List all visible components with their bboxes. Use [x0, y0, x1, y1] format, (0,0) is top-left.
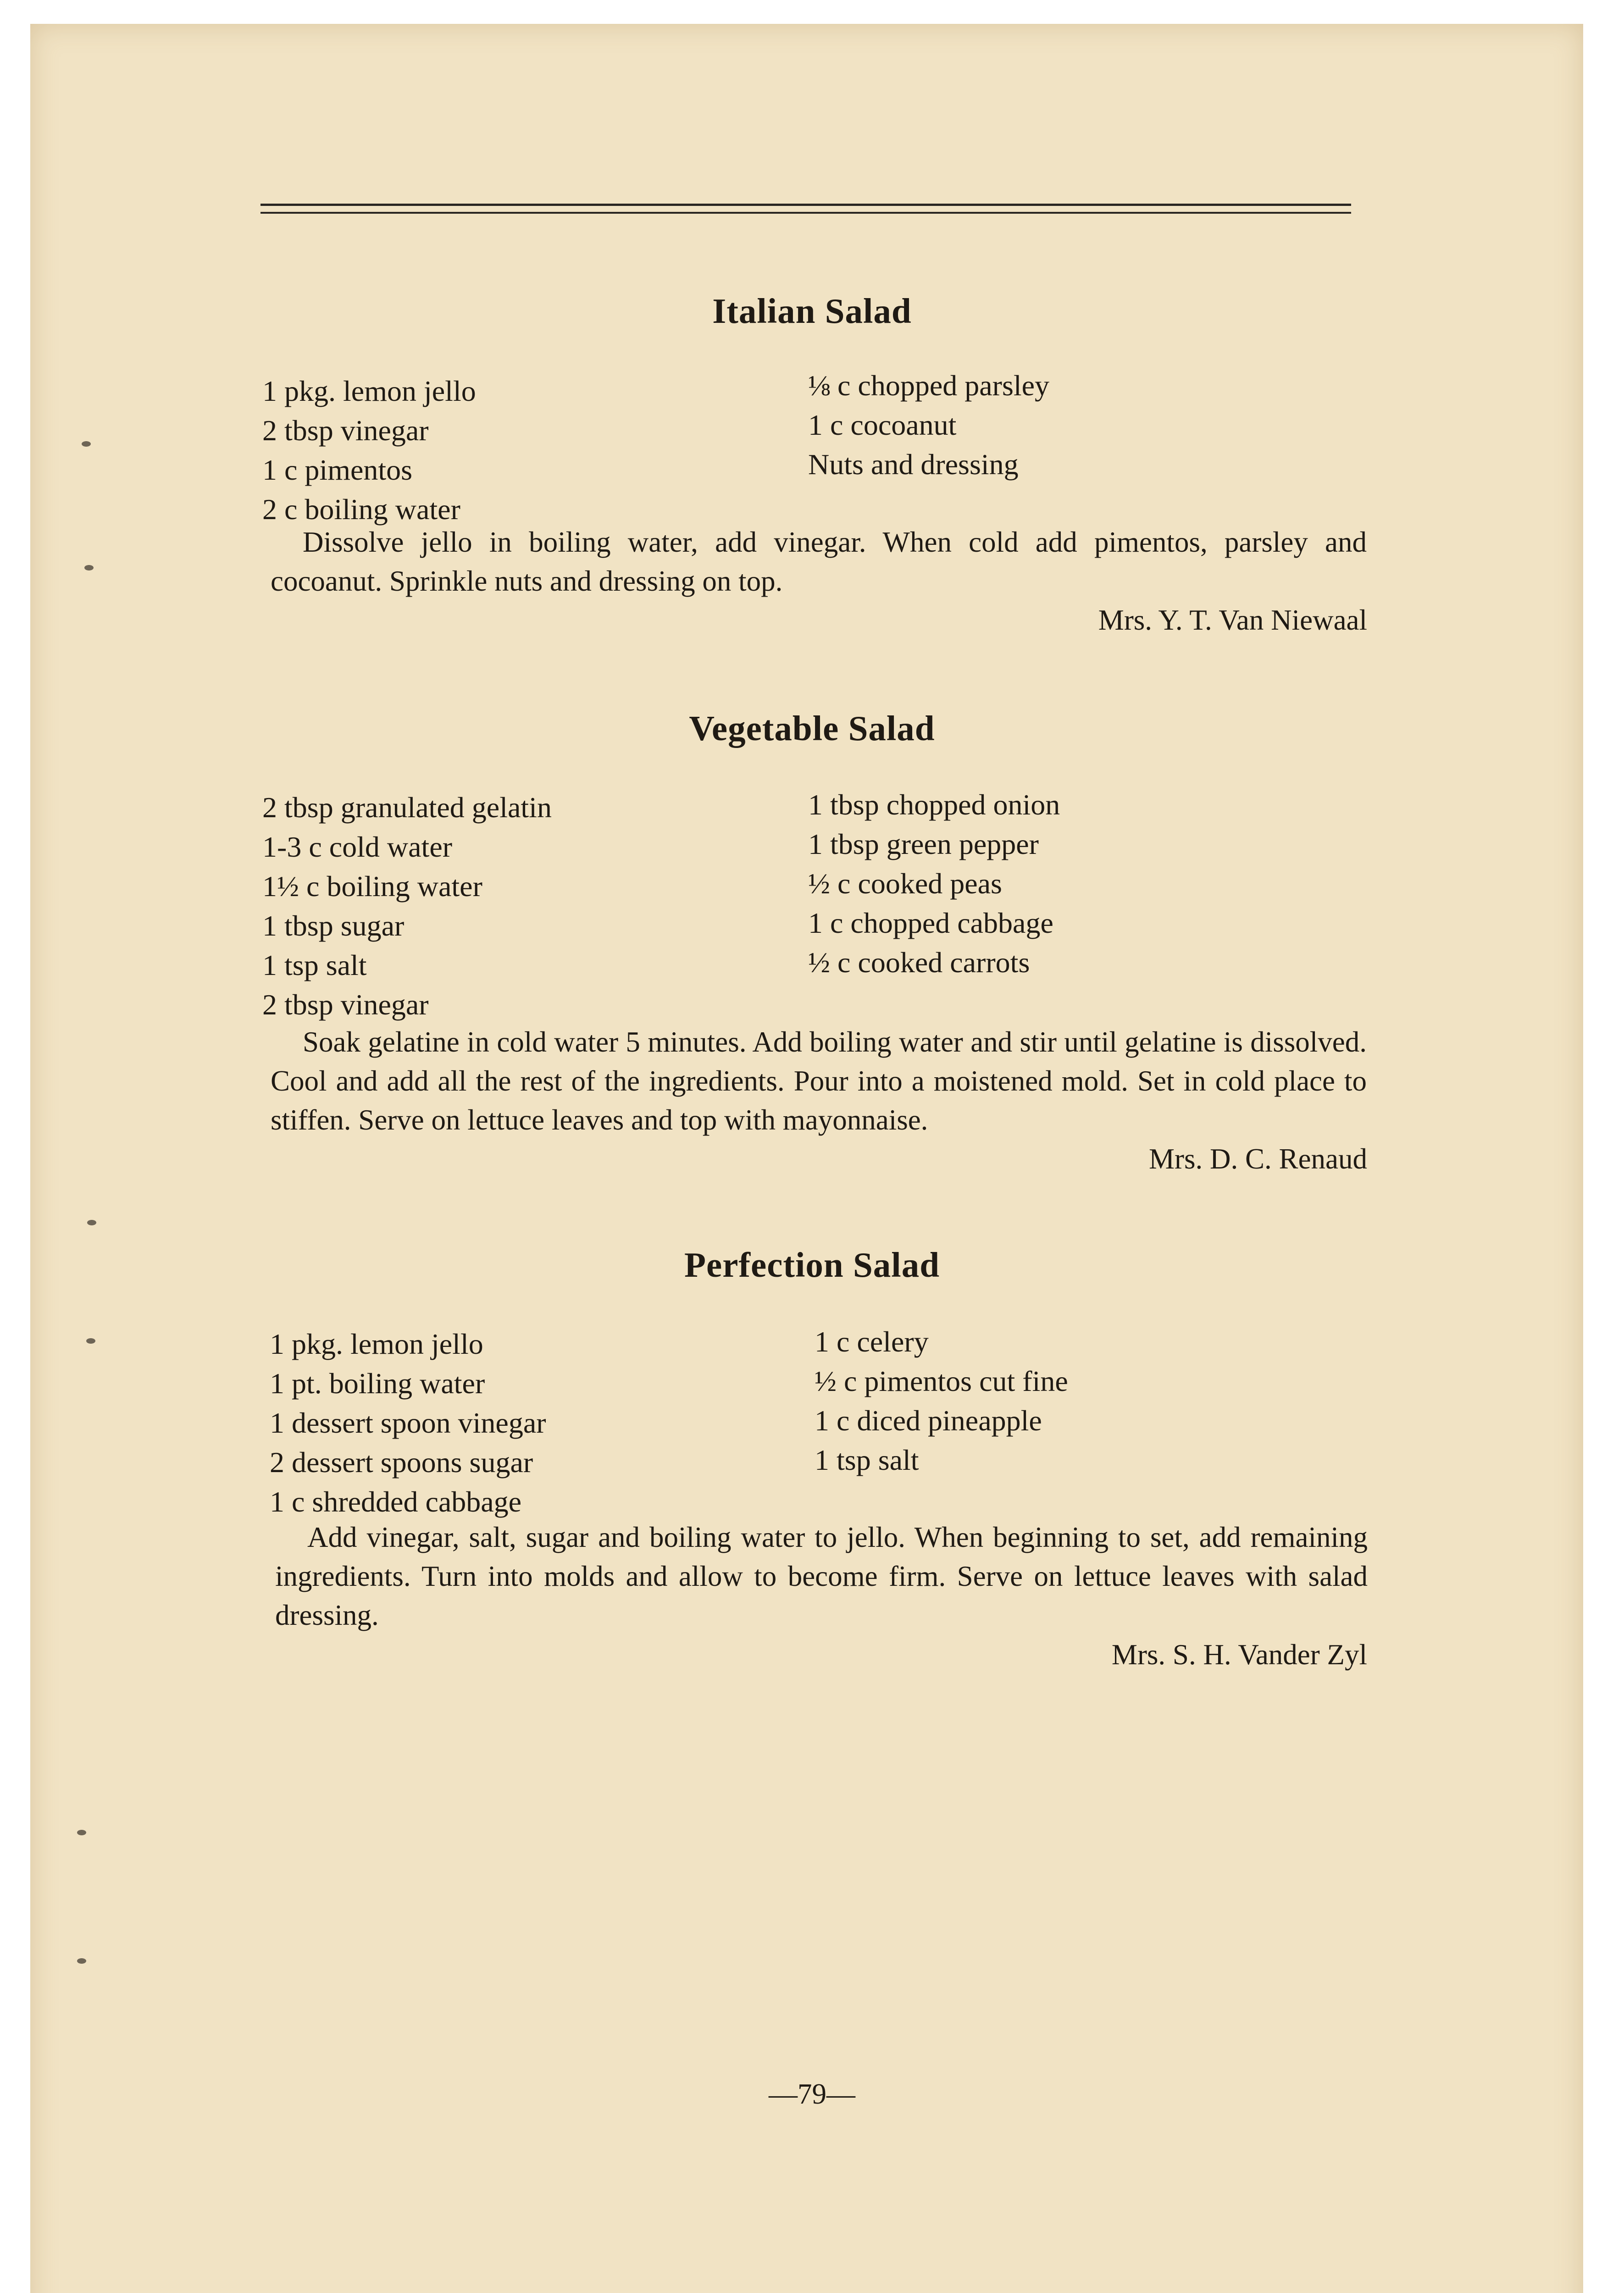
ingredient: 1 pkg. lemon jello	[270, 1328, 483, 1360]
recipe-title: Vegetable Salad	[689, 709, 935, 748]
ingredient-list-right	[815, 1322, 1068, 1480]
ingredient: 1-3 c cold water	[262, 831, 453, 863]
page-number: —79—	[769, 2078, 855, 2110]
recipe-author: Mrs. Y. T. Van Niewaal	[1098, 604, 1367, 636]
ingredient: 1 tbsp chopped onion	[808, 788, 1060, 821]
ingredient: 1½ c boiling water	[262, 870, 482, 903]
ingredient: 1 dessert spoon vinegar	[270, 1407, 546, 1439]
ingredient: 2 tbsp vinegar	[262, 988, 429, 1021]
recipe-directions: Soak gelatine in cold water 5 minutes. Add boiling water and stir until gelatine is dissolved. Cool and add all the rest of the ingredients. Pour into a moistened mold. Set in cold place to stiffen. Serve on lettuce leaves and top with mayonnaise.	[271, 1026, 1367, 1136]
recipe-author: Mrs. D. C. Renaud	[1149, 1143, 1367, 1175]
recipe-title: Perfection Salad	[684, 1245, 940, 1285]
ingredient: ½ c cooked peas	[808, 867, 1002, 900]
ingredient: 1 c cocoanut	[808, 409, 957, 441]
binding-hole	[84, 565, 94, 570]
recipe-author: Mrs. S. H. Vander Zyl	[1111, 1639, 1367, 1671]
recipe-directions: Dissolve jello in boiling water, add vinegar. When cold add pimentos, parsley and cocoanut. Sprinkle nuts and dressing on top.	[271, 526, 1367, 597]
recipe-directions: Add vinegar, salt, sugar and boiling water to jello. When beginning to set, add remaining ingredients. Turn into molds and allow to become firm. Serve on lettuce leaves with salad dressing.	[275, 1521, 1368, 1631]
binding-hole	[82, 441, 91, 447]
ingredient: 1 tsp salt	[815, 1444, 919, 1476]
ingredient: 2 tbsp vinegar	[262, 414, 429, 447]
binding-hole	[86, 1338, 95, 1344]
ingredient: 1 tsp salt	[262, 949, 367, 981]
ingredient: 1 tbsp sugar	[262, 909, 405, 942]
header-rule	[261, 204, 1351, 220]
ingredient: 1 tbsp green pepper	[808, 828, 1039, 860]
ingredient: Nuts and dressing	[808, 448, 1019, 481]
ingredient-list-right	[808, 366, 1049, 484]
ingredient: 1 c chopped cabbage	[808, 907, 1053, 939]
ingredient-list-left	[270, 1324, 546, 1522]
ingredient: 2 dessert spoons sugar	[270, 1446, 533, 1479]
binding-hole	[87, 1220, 96, 1225]
binding-hole	[77, 1830, 86, 1835]
ingredient-list-right	[808, 785, 1060, 982]
ingredient-list-left	[262, 788, 552, 1025]
ingredient: ½ c cooked carrots	[808, 946, 1030, 979]
ingredient: 1 c shredded cabbage	[270, 1485, 522, 1518]
ingredient: 1 c diced pineapple	[815, 1404, 1042, 1437]
ingredient: 1 pkg. lemon jello	[262, 375, 476, 407]
ingredient: 1 c pimentos	[262, 454, 413, 486]
binding-hole	[77, 1958, 86, 1964]
ingredient: 2 c boiling water	[262, 493, 460, 526]
ingredient: ½ c pimentos cut fine	[815, 1365, 1068, 1397]
ingredient: 2 tbsp granulated gelatin	[262, 791, 552, 824]
ingredient-list-left	[262, 371, 476, 529]
ingredient: 1 pt. boiling water	[270, 1367, 485, 1400]
ingredient: 1 c celery	[815, 1325, 929, 1358]
recipe-title: Italian Salad	[712, 291, 912, 331]
ingredient: ⅛ c chopped parsley	[808, 369, 1050, 402]
